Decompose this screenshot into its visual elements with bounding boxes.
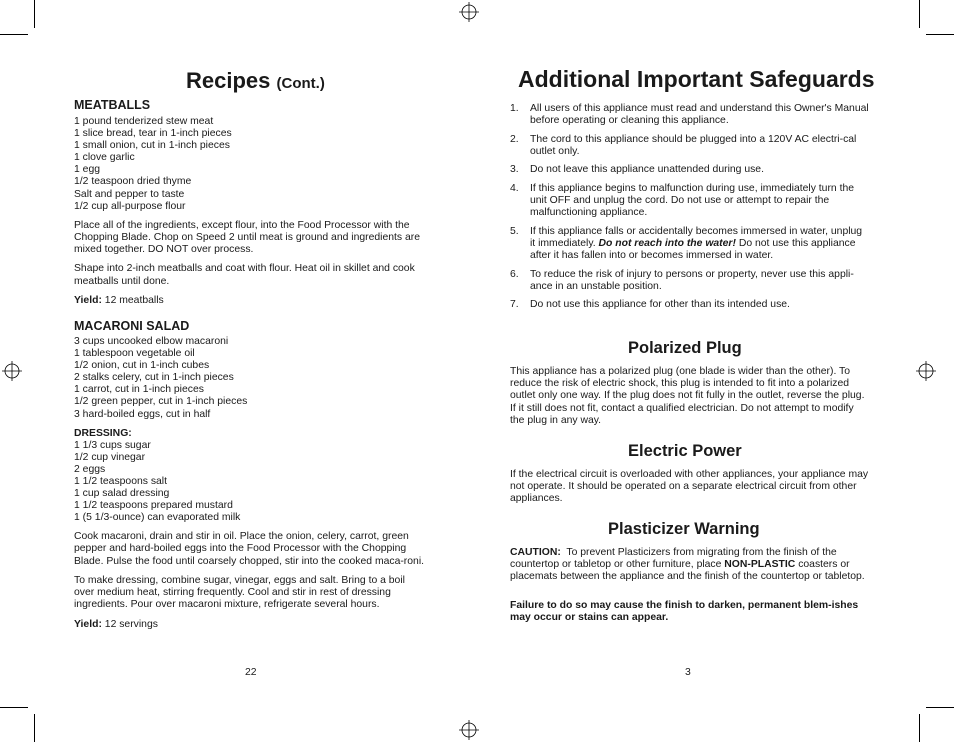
list-item: 3 hard-boiled eggs, cut in half (74, 408, 211, 420)
list-item: 1/2 cup vinegar (74, 451, 146, 463)
list-item: 1 tablespoon vegetable oil (74, 348, 195, 360)
macaroni-step-1: Cook macaroni, drain and stir in oil. Place the onion, celery, carrot, green pepper and hard-boiled eggs into the Food Processor with the Chopping Blade. Pulse the food until coarsely chopped, stir into the cooked maca-roni. (74, 531, 425, 567)
crop-mark (0, 707, 28, 708)
meatballs-step-1: Place all of the ingredients, except flour, into the Food Processor with the Chopping Blade. Chop on Speed 2 until meat is ground and ingredients are mixed together. DO NOT over process. (74, 219, 421, 256)
failure-warning: Failure to do so may cause the finish to darken, permanent blem-ishes may occur or stains can appear. (510, 600, 859, 624)
crop-mark (926, 34, 954, 35)
meatballs-ingredients (74, 116, 426, 213)
title-suffix: (Cont.) (276, 75, 325, 92)
caution-text: CAUTION: To prevent Plasticizers from migrating from the finish of the countertop or tabletop or other furniture, place NON-PLASTIC coasters or placemats between the appliance and the finish of the countertop or tabletop. (510, 547, 865, 583)
recipes-title: Recipes (Cont.) (186, 68, 325, 93)
list-item: Salt and pepper to taste (74, 188, 185, 200)
list-item: 1 slice bread, tear in 1-inch pieces (74, 128, 232, 140)
list-item: 1. All users of this appliance must read and understand this Owner's Manual before operating or cleaning this appliance. (510, 103, 869, 127)
list-item: 1 clove garlic (74, 152, 135, 164)
list-item: 3 cups uncooked elbow macaroni (74, 335, 229, 347)
list-item: 6. To reduce the risk of injury to persons or property, never use this appli-ance in an unstable position. (510, 268, 854, 292)
dressing-ingredients (74, 440, 426, 525)
registration-mark-icon (916, 361, 936, 381)
electric-text: If the electrical circuit is overloaded with other appliances, your appliance may not operate. It should be operated on a separate electrical circuit from other appliances. (510, 469, 869, 505)
crop-mark (926, 707, 954, 708)
list-item: 2. The cord to this appliance should be plugged into a 120V AC electri-cal outlet only. (510, 133, 857, 157)
page-number-left: 22 (245, 667, 257, 678)
crop-mark (34, 714, 35, 742)
safeguards-list (510, 103, 870, 318)
registration-mark-icon (459, 720, 479, 740)
meatballs-step-2: Shape into 2-inch meatballs and coat with flour. Heat oil in skillet and cook meatballs until done. (74, 263, 415, 287)
list-item: 1 pound tenderized stew meat (74, 116, 214, 127)
electric-heading: Electric Power (628, 442, 742, 460)
macaroni-heading: MACARONI SALAD (74, 318, 190, 333)
registration-mark-icon (2, 361, 22, 381)
list-item: 4. If this appliance begins to malfunction during use, immediately turn the unit OFF and unplug the cord. Do not use or attempt to repair the malfunctioning appliance. (510, 182, 855, 219)
dressing-heading: DRESSING: (74, 427, 132, 439)
crop-mark (919, 0, 920, 28)
water-warning: Do not reach into the water! (598, 238, 736, 250)
list-item: 7. Do not use this appliance for other than its intended use. (510, 299, 790, 311)
list-item: 3. Do not leave this appliance unattended during use. (510, 164, 764, 176)
list-item: 1 1/3 cups sugar (74, 439, 151, 451)
list-item: 1 1/2 teaspoons prepared mustard (74, 500, 233, 512)
list-item: 1 cup salad dressing (74, 488, 170, 499)
crop-mark (34, 0, 35, 28)
macaroni-step-2: To make dressing, combine sugar, vinegar, eggs and salt. Bring to a boil over medium heat, stirring frequently. Cool and stir in rest of dressing ingredients. Pour over macaroni mixture, refrigerate several hours. (74, 574, 405, 611)
list-item: 2 eggs (74, 463, 106, 475)
list-item: 1/2 green pepper, cut in 1-inch pieces (74, 396, 248, 408)
list-item: 1 carrot, cut in 1-inch pieces (74, 384, 204, 396)
crop-mark (0, 34, 28, 35)
polarized-heading: Polarized Plug (628, 339, 742, 357)
registration-mark-icon (459, 2, 479, 22)
plasticizer-heading: Plasticizer Warning (608, 520, 760, 538)
macaroni-yield: Yield: 12 servings (74, 618, 158, 630)
crop-mark (919, 714, 920, 742)
meatballs-heading: MEATBALLS (74, 98, 151, 112)
left-page (74, 98, 426, 631)
list-item: 1/2 teaspoon dried thyme (74, 176, 192, 188)
list-item: 1 1/2 teaspoons salt (74, 475, 168, 487)
safeguards-title: Additional Important Safeguards (518, 66, 875, 92)
meatballs-yield: Yield: 12 meatballs (74, 294, 164, 306)
list-item: 5. If this appliance falls or accidentally becomes immersed in water, unplug it immediately. Do not reach into the water! Do not use this appliance after it has fallen into or becomes immersed in water. (510, 225, 863, 262)
list-item: 2 stalks celery, cut in 1-inch pieces (74, 372, 234, 384)
polarized-text: This appliance has a polarized plug (one blade is wider than the other). To reduce the risk of electric shock, this plug is intended to fit into a polarized outlet only one way. If the plug does not fit fully in the outlet, reverse the plug. If it still does not fit, contact a qualified electrician. Do not attempt to modify the plug in any way. (510, 366, 865, 426)
list-item: 1 (5 1/3-ounce) can evaporated milk (74, 512, 241, 524)
list-item: 1 small onion, cut in 1-inch pieces (74, 140, 230, 152)
page-number-right: 3 (685, 667, 691, 678)
list-item: 1/2 onion, cut in 1-inch cubes (74, 360, 210, 372)
list-item: 1 egg (74, 164, 101, 176)
list-item: 1/2 cup all-purpose flour (74, 200, 186, 212)
macaroni-ingredients (74, 336, 426, 421)
